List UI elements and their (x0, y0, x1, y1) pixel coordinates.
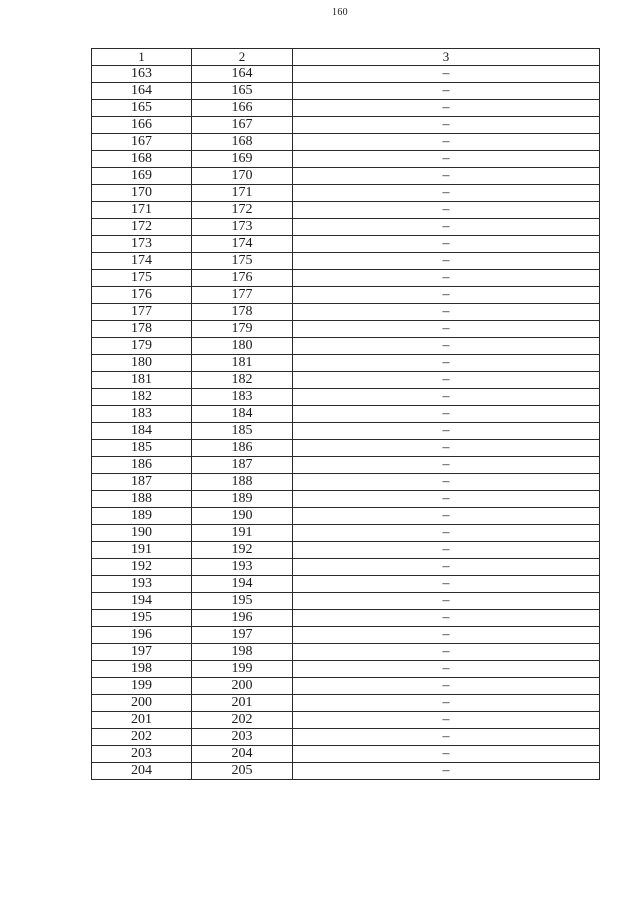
table-row (92, 168, 600, 185)
table-row (92, 440, 600, 457)
column-header-1: 1 (92, 49, 192, 66)
column-header-2: 2 (192, 49, 293, 66)
table-row (92, 525, 600, 542)
table-cell-col-2: 190 (192, 508, 293, 525)
table-cell-col-1: 187 (92, 474, 192, 491)
table-row (92, 100, 600, 117)
table-cell-col-2: 184 (192, 406, 293, 423)
table-cell-col-3: – (293, 695, 600, 712)
table-cell-col-2: 183 (192, 389, 293, 406)
table-cell-col-1: 201 (92, 712, 192, 729)
table-cell-col-3: – (293, 508, 600, 525)
table-row (92, 83, 600, 100)
table-cell-col-1: 185 (92, 440, 192, 457)
table-cell-col-2: 191 (192, 525, 293, 542)
table-cell-col-2: 199 (192, 661, 293, 678)
table-cell-col-1: 189 (92, 508, 192, 525)
table-row (92, 695, 600, 712)
table-cell-col-3: – (293, 134, 600, 151)
table-cell-col-3: – (293, 304, 600, 321)
table-cell-col-1: 200 (92, 695, 192, 712)
table-cell-col-1: 204 (92, 763, 192, 780)
table-cell-col-1: 177 (92, 304, 192, 321)
table-cell-col-1: 171 (92, 202, 192, 219)
data-table (91, 48, 600, 780)
table-cell-col-2: 187 (192, 457, 293, 474)
table-row (92, 321, 600, 338)
table-cell-col-3: – (293, 542, 600, 559)
table-row (92, 287, 600, 304)
table-cell-col-2: 192 (192, 542, 293, 559)
table-cell-col-1: 196 (92, 627, 192, 644)
table-cell-col-2: 165 (192, 83, 293, 100)
table-cell-col-2: 195 (192, 593, 293, 610)
table-cell-col-3: – (293, 219, 600, 236)
table-row (92, 355, 600, 372)
table-cell-col-3: – (293, 270, 600, 287)
table-cell-col-3: – (293, 712, 600, 729)
table-cell-col-3: – (293, 661, 600, 678)
table-row (92, 185, 600, 202)
table-cell-col-1: 195 (92, 610, 192, 627)
table-cell-col-1: 169 (92, 168, 192, 185)
table-row (92, 627, 600, 644)
table-cell-col-2: 178 (192, 304, 293, 321)
table-cell-col-1: 199 (92, 678, 192, 695)
table-cell-col-2: 186 (192, 440, 293, 457)
table-cell-col-1: 179 (92, 338, 192, 355)
table-row (92, 661, 600, 678)
table-cell-col-1: 182 (92, 389, 192, 406)
table-row (92, 474, 600, 491)
table-row (92, 253, 600, 270)
table-row (92, 236, 600, 253)
table-cell-col-3: – (293, 202, 600, 219)
table-cell-col-3: – (293, 100, 600, 117)
table-cell-col-2: 175 (192, 253, 293, 270)
table-row (92, 219, 600, 236)
table-cell-col-2: 202 (192, 712, 293, 729)
table-cell-col-3: – (293, 525, 600, 542)
table-cell-col-1: 165 (92, 100, 192, 117)
table-cell-col-1: 163 (92, 66, 192, 83)
table-row (92, 372, 600, 389)
table-cell-col-3: – (293, 168, 600, 185)
table-row (92, 576, 600, 593)
table-cell-col-2: 166 (192, 100, 293, 117)
table-cell-col-1: 203 (92, 746, 192, 763)
table-cell-col-1: 174 (92, 253, 192, 270)
table-row (92, 117, 600, 134)
table-cell-col-2: 173 (192, 219, 293, 236)
table-row (92, 491, 600, 508)
table-cell-col-3: – (293, 83, 600, 100)
table-cell-col-1: 184 (92, 423, 192, 440)
table-cell-col-3: – (293, 440, 600, 457)
table-cell-col-1: 175 (92, 270, 192, 287)
table-cell-col-2: 172 (192, 202, 293, 219)
table-cell-col-2: 170 (192, 168, 293, 185)
table-cell-col-1: 191 (92, 542, 192, 559)
table-row (92, 746, 600, 763)
table-cell-col-1: 193 (92, 576, 192, 593)
table-cell-col-1: 202 (92, 729, 192, 746)
table-cell-col-1: 192 (92, 559, 192, 576)
table-cell-col-1: 168 (92, 151, 192, 168)
table-row (92, 644, 600, 661)
page-number: 160 (332, 7, 348, 18)
column-header-3: 3 (293, 49, 600, 66)
table-cell-col-3: – (293, 627, 600, 644)
table-cell-col-2: 169 (192, 151, 293, 168)
table-row (92, 270, 600, 287)
table-row (92, 678, 600, 695)
table-cell-col-2: 196 (192, 610, 293, 627)
table-cell-col-1: 166 (92, 117, 192, 134)
table-row (92, 712, 600, 729)
table-cell-col-1: 190 (92, 525, 192, 542)
table-cell-col-3: – (293, 576, 600, 593)
table-row (92, 134, 600, 151)
table-cell-col-2: 203 (192, 729, 293, 746)
table-cell-col-1: 186 (92, 457, 192, 474)
table-row (92, 457, 600, 474)
table-row (92, 423, 600, 440)
table-cell-col-2: 176 (192, 270, 293, 287)
table-cell-col-3: – (293, 729, 600, 746)
table-cell-col-3: – (293, 644, 600, 661)
table-cell-col-2: 174 (192, 236, 293, 253)
table-cell-col-1: 176 (92, 287, 192, 304)
table-cell-col-3: – (293, 151, 600, 168)
table-cell-col-3: – (293, 678, 600, 695)
table-header-row (92, 49, 600, 66)
table-row (92, 151, 600, 168)
table-cell-col-2: 168 (192, 134, 293, 151)
table-cell-col-1: 197 (92, 644, 192, 661)
table-row (92, 389, 600, 406)
table-cell-col-1: 164 (92, 83, 192, 100)
table-cell-col-2: 182 (192, 372, 293, 389)
table-cell-col-1: 170 (92, 185, 192, 202)
table-cell-col-1: 167 (92, 134, 192, 151)
table-cell-col-1: 188 (92, 491, 192, 508)
table-cell-col-2: 167 (192, 117, 293, 134)
table-row (92, 610, 600, 627)
table-cell-col-2: 185 (192, 423, 293, 440)
table-cell-col-2: 180 (192, 338, 293, 355)
table-row (92, 406, 600, 423)
table-cell-col-3: – (293, 372, 600, 389)
table-row (92, 729, 600, 746)
table-cell-col-2: 194 (192, 576, 293, 593)
table-cell-col-3: – (293, 355, 600, 372)
table-cell-col-1: 173 (92, 236, 192, 253)
table-cell-col-3: – (293, 406, 600, 423)
table-cell-col-2: 188 (192, 474, 293, 491)
table-cell-col-2: 164 (192, 66, 293, 83)
table-cell-col-3: – (293, 491, 600, 508)
table-cell-col-1: 178 (92, 321, 192, 338)
table-cell-col-3: – (293, 593, 600, 610)
table-cell-col-3: – (293, 253, 600, 270)
table-cell-col-1: 180 (92, 355, 192, 372)
table-cell-col-2: 201 (192, 695, 293, 712)
table-cell-col-2: 193 (192, 559, 293, 576)
table-body (92, 66, 600, 780)
table-cell-col-3: – (293, 321, 600, 338)
table-cell-col-3: – (293, 474, 600, 491)
table-cell-col-1: 183 (92, 406, 192, 423)
table-cell-col-3: – (293, 66, 600, 83)
table-cell-col-2: 181 (192, 355, 293, 372)
table-cell-col-3: – (293, 236, 600, 253)
table-cell-col-2: 205 (192, 763, 293, 780)
table-cell-col-2: 189 (192, 491, 293, 508)
table-cell-col-2: 198 (192, 644, 293, 661)
table-cell-col-2: 200 (192, 678, 293, 695)
table-row (92, 66, 600, 83)
table-cell-col-3: – (293, 457, 600, 474)
table-cell-col-1: 198 (92, 661, 192, 678)
table-cell-col-1: 181 (92, 372, 192, 389)
table-cell-col-3: – (293, 763, 600, 780)
table-cell-col-2: 171 (192, 185, 293, 202)
table-cell-col-3: – (293, 185, 600, 202)
table-row (92, 559, 600, 576)
table-cell-col-3: – (293, 423, 600, 440)
table-cell-col-2: 204 (192, 746, 293, 763)
table-cell-col-3: – (293, 338, 600, 355)
table-cell-col-3: – (293, 389, 600, 406)
table-cell-col-3: – (293, 746, 600, 763)
table-cell-col-1: 194 (92, 593, 192, 610)
table-cell-col-2: 197 (192, 627, 293, 644)
table-cell-col-3: – (293, 559, 600, 576)
table-cell-col-3: – (293, 610, 600, 627)
table-row (92, 542, 600, 559)
table-row (92, 593, 600, 610)
table-cell-col-3: – (293, 287, 600, 304)
table-row (92, 304, 600, 321)
table-row (92, 338, 600, 355)
table-cell-col-1: 172 (92, 219, 192, 236)
table-cell-col-2: 177 (192, 287, 293, 304)
table-row (92, 202, 600, 219)
table-row (92, 763, 600, 780)
table-row (92, 508, 600, 525)
table-cell-col-3: – (293, 117, 600, 134)
table-cell-col-2: 179 (192, 321, 293, 338)
